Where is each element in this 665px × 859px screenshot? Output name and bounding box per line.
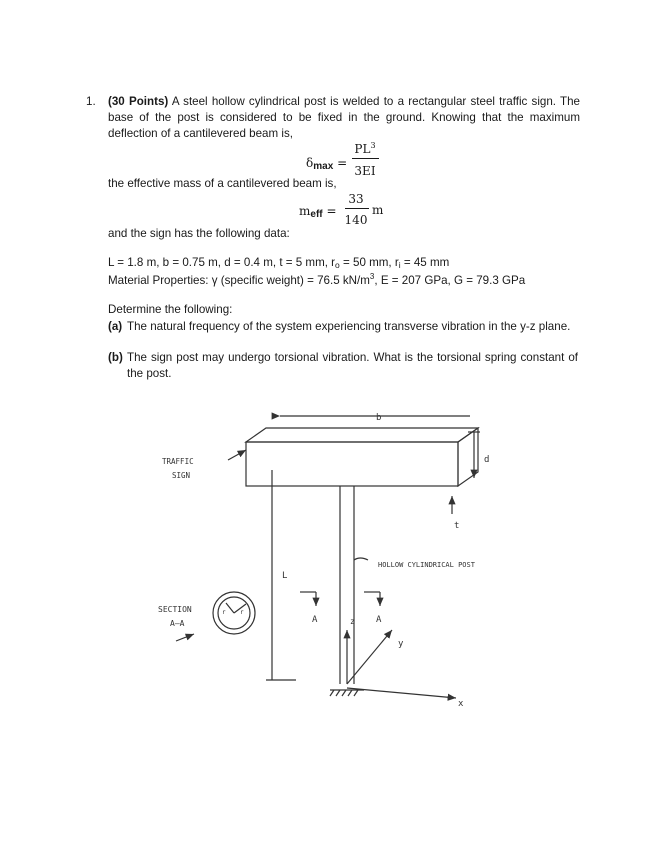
problem-intro [108, 94, 580, 142]
label-A-left: A [312, 615, 318, 625]
part-b-text: The sign post may undergo torsional vibration. What is the torsional spring constant of the post. [127, 351, 578, 380]
label-t: t [454, 521, 460, 531]
effective-mass-text: the effective mass of a cantilevered beam is, [108, 177, 337, 190]
label-x: x [458, 699, 464, 709]
label-hollow-post: HOLLOW CYLINDRICAL POST [378, 561, 475, 569]
part-a-text: The natural frequency of the system experiencing transverse vibration in the y-z plane. [127, 320, 571, 333]
eq2-tail: m [372, 203, 384, 217]
label-section: SECTION [158, 605, 192, 614]
label-L: L [282, 571, 288, 581]
eq1-fraction-bar [352, 158, 379, 159]
label-b: b [376, 413, 382, 423]
points-label: (30 Points) [108, 95, 169, 108]
label-y: y [398, 639, 404, 649]
part-b-label: (b) [108, 351, 123, 364]
sign-front-face [246, 442, 458, 486]
determine-heading: Determine the following: [108, 303, 233, 316]
problem-statement [88, 94, 580, 142]
eq2-fraction-bar [345, 208, 369, 209]
label-sign: SIGN [172, 471, 191, 480]
data-intro: and the sign has the following data: [108, 227, 290, 240]
part-a-label: (a) [108, 320, 123, 333]
data-line-material: Material Properties: γ (specific weight) = 76.5 $kN/m^3$, E = 207 GPa, G = 79.3 GPa [108, 272, 526, 287]
problem-number: 1. [86, 95, 96, 108]
eq2-numerator: 33 [348, 192, 364, 206]
eq2-lhs: $m_{eff}$ = [299, 204, 337, 220]
sign-top-face [246, 428, 478, 442]
data-line-dimensions: L = 1.8 m, b = 0.75 m, d = 0.4 m, t = 5 mm, $r_o = 50$ mm, $r_i = 45$ mm [108, 256, 450, 270]
eq1-numerator: $PL^3$ [354, 141, 376, 156]
eq2-denominator: 140 [344, 213, 368, 227]
label-A-right: A [376, 615, 382, 625]
label-ro: r [222, 609, 226, 616]
eq1-denominator: 3EI [354, 164, 376, 178]
post-pointer [354, 558, 368, 560]
label-d: d [484, 455, 490, 465]
traffic-sign-figure [0, 390, 665, 720]
sign-side-face [458, 428, 478, 486]
traffic-sign-pointer [228, 450, 246, 460]
eq1-lhs: $\delta_{max}$ = [306, 156, 348, 172]
label-ri: r [240, 609, 244, 616]
label-z: z [350, 617, 355, 626]
part-b [108, 350, 578, 382]
label-traffic: TRAFFIC [162, 457, 194, 466]
part-a [108, 319, 578, 335]
label-section-aa: A–A [170, 619, 185, 628]
fixed-ground [330, 690, 364, 696]
intro-text: A steel hollow cylindrical post is welded to a rectangular steel traffic sign. The base of the post is considered to be fixed in the ground. Knowing that the maximum deflection of a cantilevered beam is, [108, 95, 580, 140]
